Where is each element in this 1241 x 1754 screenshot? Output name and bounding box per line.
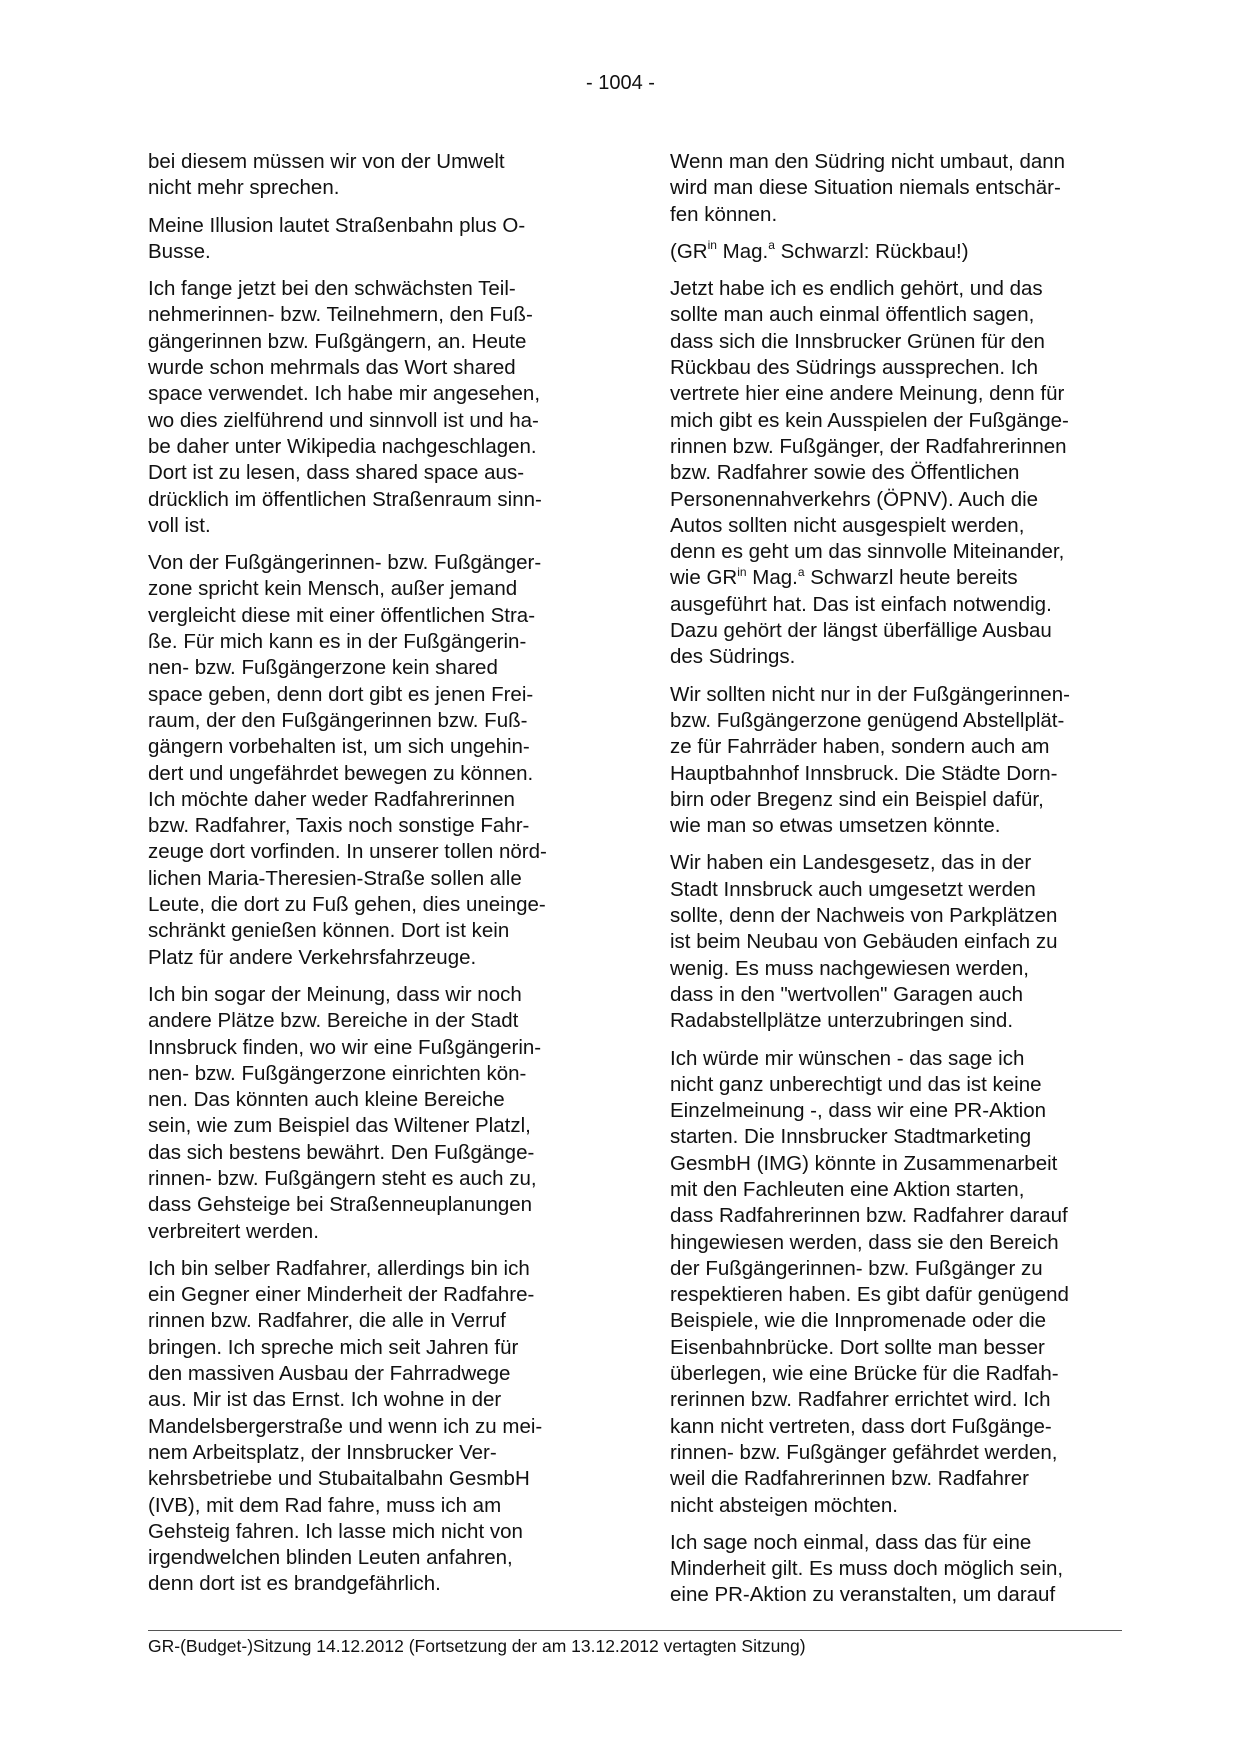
paragraph: Meine Illusion lautet Straßenbahn plus O- Busse.: [148, 213, 526, 263]
left-column: [148, 149, 596, 1609]
interjection: [670, 239, 1118, 265]
superscript: in: [737, 564, 747, 579]
page-number: - 1004 -: [586, 72, 655, 94]
footer-text: GR-(Budget-)Sitzung 14.12.2012 (Fortsetzung der am 13.12.2012 vertagten Sitzung): [148, 1636, 806, 1656]
superscript: a: [768, 238, 775, 253]
interjection-text: Mag.: [716, 239, 769, 263]
paragraph: bei diesem müssen wir von der Umwelt nicht mehr sprechen.: [148, 150, 505, 200]
interjection-text: Schwarzl: Rückbau!): [774, 239, 969, 263]
paragraph-text: Mag.: [746, 566, 798, 590]
right-column: [670, 149, 1118, 1620]
paragraph: Ich bin sogar der Meinung, dass wir noch andere Plätze bzw. Bereiche in der Stadt Innsbruck finden, wo wir eine Fußgängerin- nen- bzw. Fußgängerzone einrichten kön- nen. Das könnten auch kleine Bereiche sein, wie zum Beispiel das Wiltener Platzl, das sich bestens bewährt. Den Fußgänge- rinnen- bzw. Fußgängern steht es auch zu, dass Gehsteige bei Straßenneuplanungen verbreitert werden.: [148, 982, 542, 1243]
paragraph: Ich sage noch einmal, dass das für eine Minderheit gilt. Es muss doch möglich sein, eine PR-Aktion zu veranstalten, um darauf: [670, 1530, 1064, 1607]
paragraph: Ich würde mir wünschen - das sage ich nicht ganz unberechtigt und das ist keine Einzelmeinung -, dass wir eine PR-Aktion starten. Die Innsbrucker Stadtmarketing GesmbH (IMG) könnte in Zusammenarbeit mit den Fachleuten eine Aktion starten, dass Radfahrerinnen bzw. Radfahrer darauf hingewiesen werden, dass sie den Bereich der Fußgängerinnen- bzw. Fußgänger zu respektieren haben. Es gibt dafür genügend Beispiele, wie die Innpromenade oder die Eisenbahnbrücke. Dort sollte man besser überlegen, wie eine Brücke für die Radfah- rerinnen bzw. Radfahrer errichtet wird. Ich kann nicht vertreten, dass dort Fußgänge- rinnen- bzw. Fußgänger gefährdet werden, weil die Radfahrerinnen bzw. Radfahrer nicht absteigen möchten.: [670, 1046, 1069, 1517]
paragraph: Wenn man den Südring nicht umbaut, dann wird man diese Situation niemals entschär- fen können.: [670, 150, 1066, 226]
superscript: in: [707, 238, 717, 253]
footer-divider: [148, 1630, 1122, 1631]
paragraph: Von der Fußgängerinnen- bzw. Fußgänger- zone spricht kein Mensch, außer jemand vergleicht diese mit einer öffentlichen Stra- ße. Für mich kann es in der Fußgängerin- nen- bzw. Fußgängerzone kein shared space geben, denn dort gibt es jenen Frei- raum, der den Fußgängerinnen bzw. Fuß- gängern vorbehalten ist, um sich ungehin- dert und ungefährdet bewegen zu können. Ich möchte daher weder Radfahrerinnen bzw. Radfahrer, Taxis noch sonstige Fahr- zeuge dort vorfinden. In unserer tollen nörd- lichen Maria-Theresien-Straße sollen alle Leute, die dort zu Fuß gehen, dies uneinge- schränkt genießen können. Dort ist kein Platz für andere Verkehrsfahrzeuge.: [148, 551, 547, 969]
paragraph: Wir haben ein Landesgesetz, das in der Stadt Innsbruck auch umgesetzt werden sollte, denn der Nachweis von Parkplätzen ist beim Neubau von Gebäuden einfach zu wenig. Es muss nachgewiesen werden, dass in den "wertvollen" Garagen auch Radabstellplätze unterzubringen sind.: [670, 851, 1058, 1033]
interjection-text: (GR: [670, 239, 708, 263]
superscript: a: [797, 564, 805, 579]
paragraph-text: Jetzt habe ich es endlich gehört, und das sollte man auch einmal öffentlich sagen, dass sich die Innsbrucker Grünen für den Rückbau des Südrings aussprechen. Ich vertrete hier eine andere Meinung, denn für mich gibt es kein Ausspielen der Fußgänge- rinnen bzw. Fußgänger, der Radfahrerinnen bzw. Radfahrer sowie des Öffentlichen Personennahverkehrs (ÖPNV). Auch die Autos sollten nicht ausgespielt werden, denn es geht um das sinnvolle Miteinander, wie GR: [670, 277, 1069, 590]
paragraph: Ich fange jetzt bei den schwächsten Teil- nehmerinnen- bzw. Teilnehmern, den Fuß- gängerinnen bzw. Fußgängern, an. Heute wurde schon mehrmals das Wort shared space verwendet. Ich habe mir angesehen, wo dies zielführend und sinnvoll ist und ha- be daher unter Wikipedia nachgeschlagen. Dort ist zu lesen, dass shared space aus- drücklich im öffentlichen Straßenraum sinn- voll ist.: [148, 277, 542, 537]
paragraph: Ich bin selber Radfahrer, allerdings bin ich ein Gegner einer Minderheit der Radfahre- rinnen bzw. Radfahrer, die alle in Verruf bringen. Ich spreche mich seit Jahren für den massiven Ausbau der Fahrradwege aus. Mir ist das Ernst. Ich wohne in der Mandelsbergerstraße und wenn ich zu mei- nem Arbeitsplatz, der Innsbrucker Ver- kehrsbetriebe und Stubaitalbahn GesmbH (IVB), mit dem Rad fahre, muss ich am Gehsteig fahren. Ich lasse mich nicht von irgendwelchen blinden Leuten anfahren, denn dort ist es brandgefährlich.: [148, 1256, 543, 1596]
paragraph: Wir sollten nicht nur in der Fußgängerinnen- bzw. Fußgängerzone genügend Abstellplät- ze für Fahrräder haben, sondern auch am Hauptbahnhof Innsbruck. Die Städte Dorn- birn oder Bregenz sind ein Beispiel dafür, wie man so etwas umsetzen könnte.: [670, 682, 1070, 838]
paragraph: [670, 276, 1118, 670]
paragraph-text: Schwarzl heute bereits ausgeführt hat. Das ist einfach notwendig. Dazu gehört der längst überfällige Ausbau des Südrings.: [670, 566, 1052, 669]
